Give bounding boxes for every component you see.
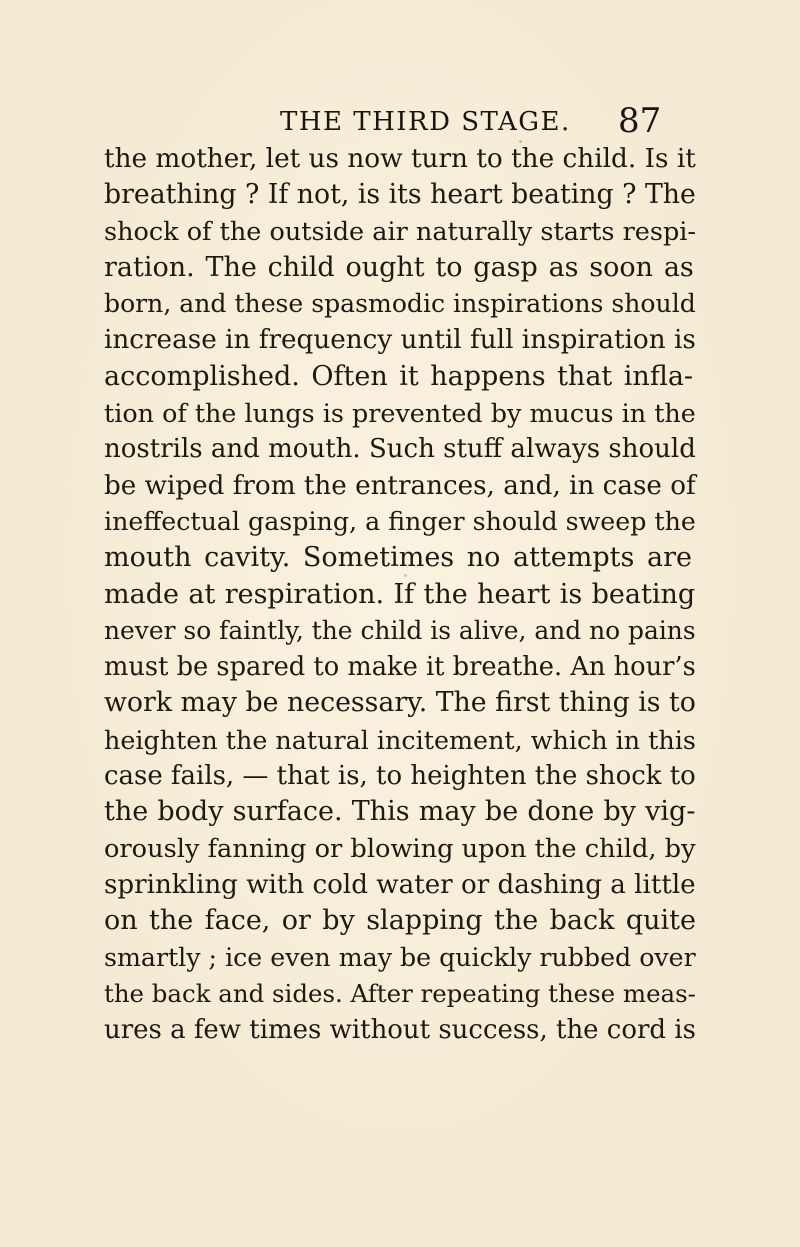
running-title: THE THIRD STAGE.	[280, 107, 571, 137]
text-line: heighten the natural incitement, which in this	[104, 724, 696, 755]
text-line: breathing ? If not, is its heart beating ? The	[104, 179, 696, 211]
text-line: tion of the lungs is prevented by mucus in the	[104, 398, 696, 429]
text-line: work may be necessary. The first thing is to	[104, 687, 696, 719]
text-line: shock of the outside air naturally starts respi-	[104, 216, 697, 247]
text-line: be wiped from the entrances, and, in case of	[104, 470, 696, 501]
page-number: 87	[618, 101, 662, 141]
text-line: on the face, or by slapping the back quite	[104, 905, 696, 937]
text-line: sprinkling with cold water or dashing a little	[104, 869, 696, 900]
text-line: increase in frequency until full inspiration is	[104, 325, 696, 356]
text-line: nostrils and mouth. Such stuff always should	[104, 434, 696, 465]
text-line: smartly ; ice even may be quickly rubbed over	[104, 942, 696, 972]
text-line: must be spared to make it breathe. An hour’s	[104, 652, 696, 683]
body-paragraph	[104, 141, 696, 1048]
text-line: ures a few times without success, the cord is	[104, 1015, 696, 1046]
text-line: never so faintly, the child is alive, and no pains	[104, 615, 696, 645]
text-line: the mother, let us now turn to the child. Is it	[104, 144, 696, 174]
text-line: ration. The child ought to gasp as soon as	[104, 251, 694, 283]
text-line: mouth cavity. Sometimes no attempts are	[104, 542, 692, 574]
text-line: case fails, — that is, to heighten the shock to	[104, 761, 696, 792]
text-line: the body surface. This may be done by vig-	[104, 796, 696, 828]
text-line: born, and these spasmodic inspirations should	[104, 289, 696, 319]
text-line: orously fanning or blowing upon the child, by	[104, 833, 696, 864]
page-header	[0, 101, 800, 141]
text-line: accomplished. Often it happens that infla-	[104, 360, 694, 392]
text-line: made at respiration. If the heart is beating	[104, 578, 696, 610]
text-line: the back and sides. After repeating these meas-	[104, 978, 696, 1008]
text-line: ineffectual gasping, a finger should sweep the	[104, 506, 696, 536]
